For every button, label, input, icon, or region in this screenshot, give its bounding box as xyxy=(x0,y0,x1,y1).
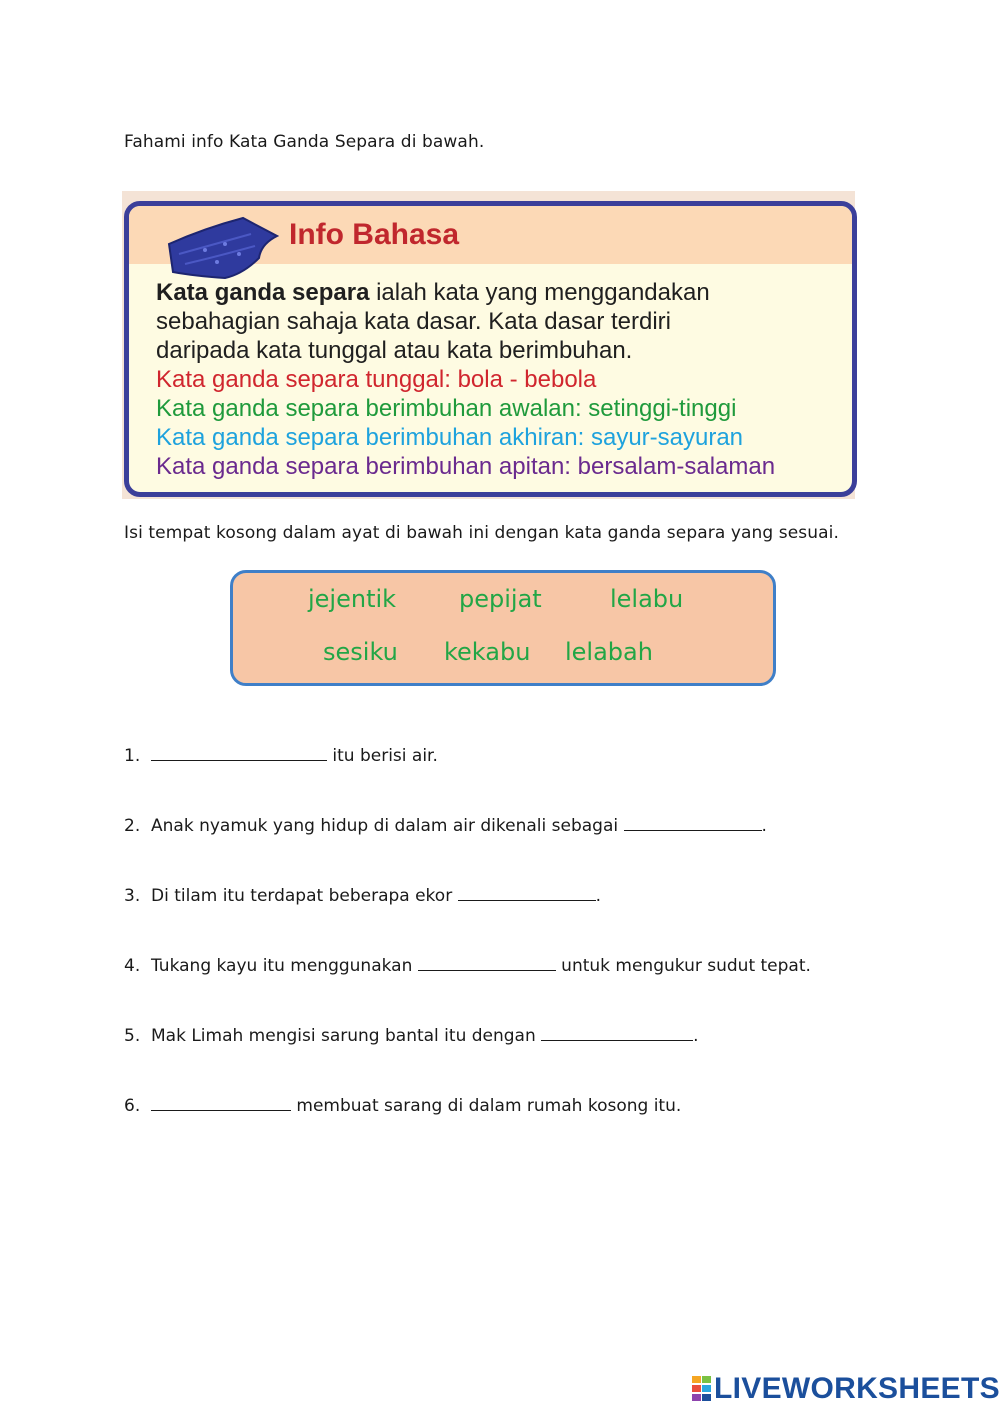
question-number: 4. xyxy=(124,956,141,976)
liveworksheets-logo-text: LIVEWORKSHEETS xyxy=(714,1372,1000,1405)
info-line-3: daripada kata tunggal atau kata berimbuhan. xyxy=(156,337,633,364)
question-1 xyxy=(124,746,438,766)
question-text-after: membuat sarang di dalam rumah kosong itu. xyxy=(291,1096,682,1116)
question-text-after: . xyxy=(595,886,601,906)
liveworksheets-logo xyxy=(692,1374,1000,1404)
answer-blank-6[interactable] xyxy=(151,1096,291,1111)
question-text-before: Di tilam itu terdapat beberapa ekor xyxy=(151,886,458,906)
info-line-1 xyxy=(156,278,846,307)
info-bahasa-box xyxy=(124,201,857,497)
word-sesiku[interactable]: sesiku xyxy=(323,638,398,666)
question-number: 5. xyxy=(124,1026,141,1046)
question-text-after: itu berisi air. xyxy=(327,746,438,766)
word-pepijat[interactable]: pepijat xyxy=(459,585,542,613)
word-lelabu[interactable]: lelabu xyxy=(610,585,684,613)
word-bank xyxy=(230,570,776,686)
answer-blank-5[interactable] xyxy=(541,1026,693,1041)
question-text-before: Mak Limah mengisi sarung bantal itu dengan xyxy=(151,1026,542,1046)
info-bold-term: Kata ganda separa xyxy=(156,279,370,306)
question-2 xyxy=(124,816,767,836)
instruction-fill-blanks: Isi tempat kosong dalam ayat di bawah ini dengan kata ganda separa yang sesuai. xyxy=(124,523,839,543)
word-jejentik[interactable]: jejentik xyxy=(308,585,397,613)
answer-blank-2[interactable] xyxy=(624,816,762,831)
info-example-tunggal: Kata ganda separa tunggal: bola - bebola xyxy=(156,366,597,393)
question-text-after: untuk mengukur sudut tepat. xyxy=(555,956,811,976)
word-kekabu[interactable]: kekabu xyxy=(444,638,531,666)
liveworksheets-logo-icon xyxy=(692,1376,712,1402)
answer-blank-3[interactable] xyxy=(458,886,596,901)
cloth-icon xyxy=(165,214,279,282)
question-text-before: Anak nyamuk yang hidup di dalam air dikenali sebagai xyxy=(151,816,624,836)
question-3 xyxy=(124,886,601,906)
question-text-after: . xyxy=(693,1026,699,1046)
answer-blank-4[interactable] xyxy=(418,956,556,971)
question-number: 2. xyxy=(124,816,141,836)
info-body xyxy=(156,278,846,481)
word-lelabah[interactable]: lelabah xyxy=(565,638,653,666)
question-text-after: . xyxy=(761,816,767,836)
info-line-1-rest: ialah kata yang menggandakan xyxy=(369,279,710,306)
info-title: Info Bahasa xyxy=(289,218,460,251)
question-6 xyxy=(124,1096,681,1116)
info-bahasa-panel xyxy=(122,191,855,499)
question-text-before: Tukang kayu itu menggunakan xyxy=(151,956,418,976)
question-number: 3. xyxy=(124,886,141,906)
info-example-awalan: Kata ganda separa berimbuhan awalan: setinggi-tinggi xyxy=(156,395,737,422)
info-example-apitan: Kata ganda separa berimbuhan apitan: bersalam-salaman xyxy=(156,453,776,480)
answer-blank-1[interactable] xyxy=(151,746,327,761)
info-line-2: sebahagian sahaja kata dasar. Kata dasar terdiri xyxy=(156,308,672,335)
question-number: 6. xyxy=(124,1096,141,1116)
info-example-akhiran: Kata ganda separa berimbuhan akhiran: sayur-sayuran xyxy=(156,424,744,451)
question-number: 1. xyxy=(124,746,141,766)
instruction-read-info: Fahami info Kata Ganda Separa di bawah. xyxy=(124,132,485,152)
question-5 xyxy=(124,1026,699,1046)
question-4 xyxy=(124,956,811,976)
